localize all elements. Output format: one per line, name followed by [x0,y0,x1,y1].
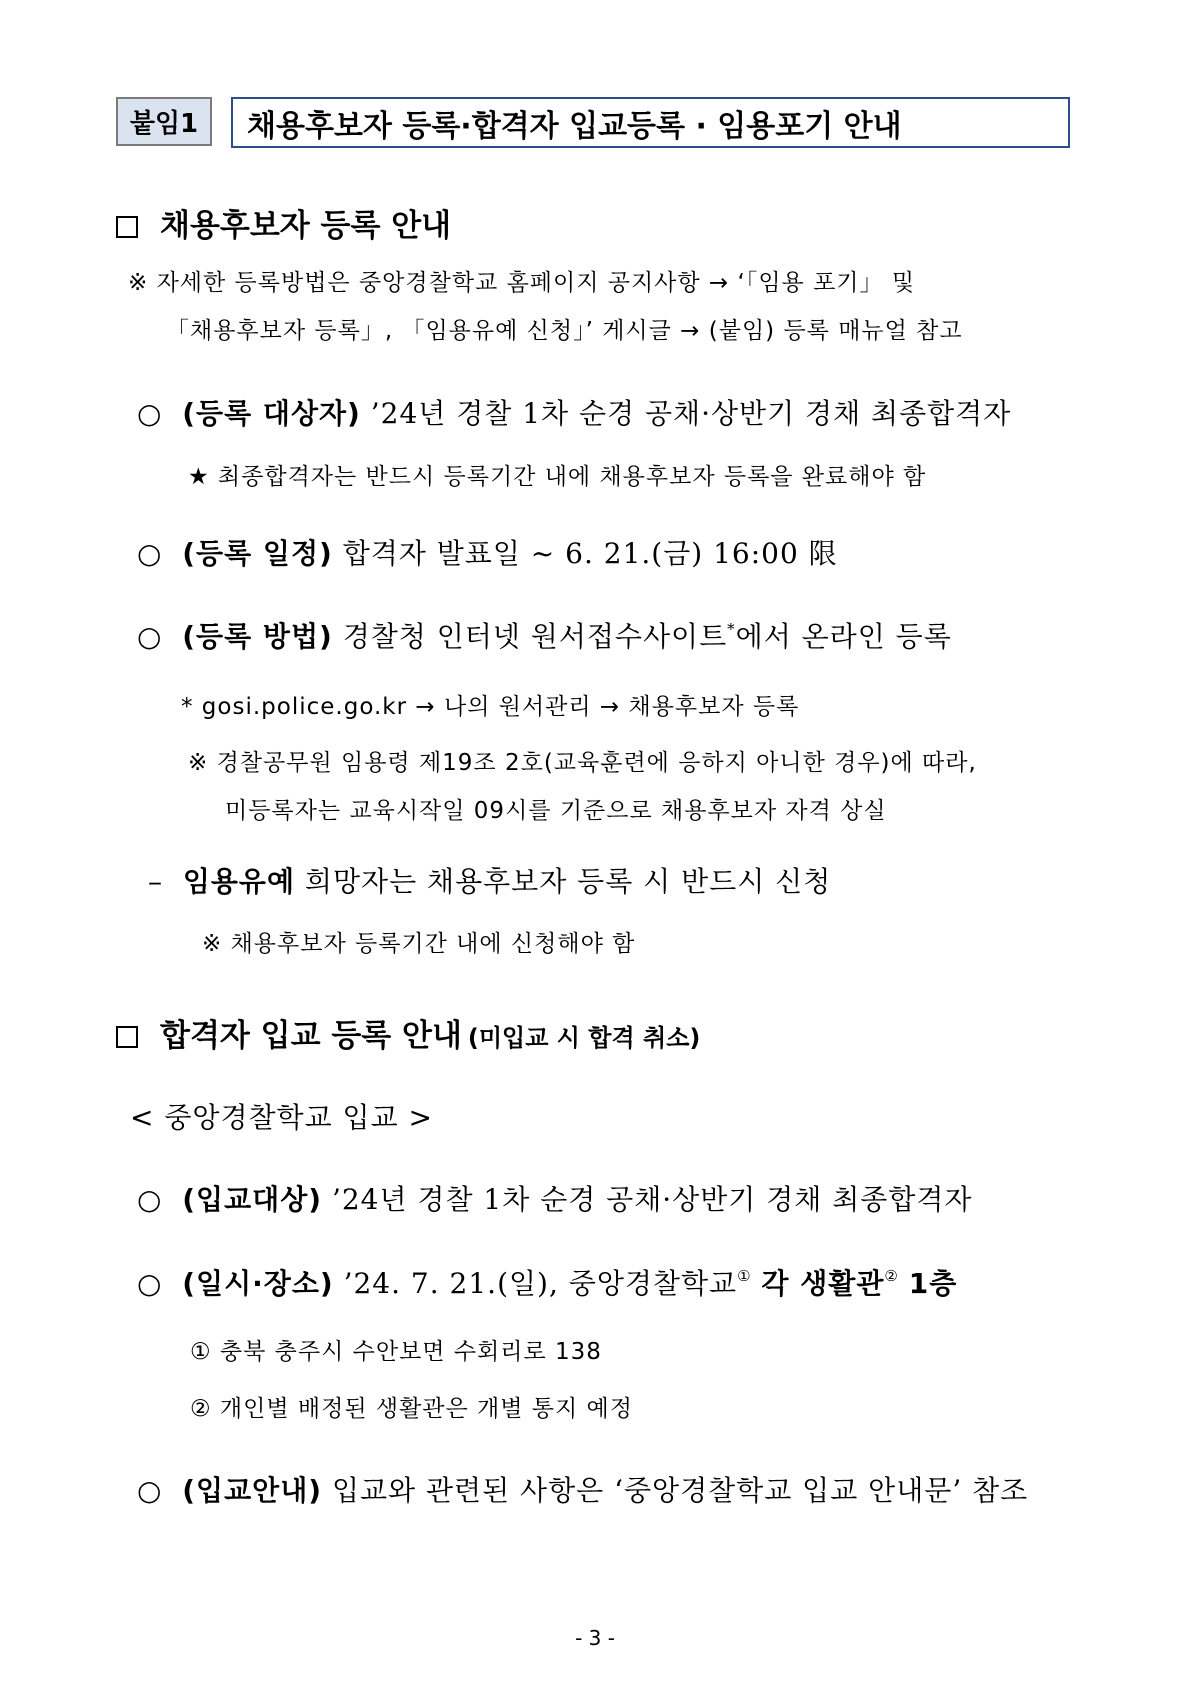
section1-note-line2: 「채용후보자 등록」, 「임용유예 신청」’ 게시글 → (붙임) 등록 매뉴얼 참고 [166,318,963,344]
section1-note-line1: ※ 자세한 등록방법은 중앙경찰학교 홈페이지 공지사항 → ‘「임용 포기」 및 [128,270,916,296]
datetime-place-text: ’24. 7. 21.(일), 중앙경찰학교 [343,1267,738,1300]
admission-target-row [137,1178,972,1218]
footnote-mark-2: ② [884,1267,899,1285]
page-number: - 3 - [575,1626,615,1650]
checkbox-square-icon [116,1026,138,1048]
admission-target-label: (입교대상) [182,1183,323,1216]
target-star-note: ★ 최종합격자는 반드시 등록기간 내에 채용후보자 등록을 완료해야 함 [188,464,927,490]
datetime-place-row [137,1262,957,1302]
bullet-circle-icon: ○ [137,1183,163,1216]
section2-subheading: < 중앙경찰학교 입교 > [130,1101,434,1134]
bullet-circle-icon: ○ [137,537,163,570]
section2-heading: 합격자 입교 등록 안내 [160,1018,462,1054]
defer-text: 희망자는 채용후보자 등록 시 반드시 신청 [304,865,832,898]
footnote-1: ① 충북 충주시 수안보면 수회리로 138 [190,1339,602,1365]
defer-row [148,860,831,900]
defer-label: 임용유예 [182,865,296,898]
admission-target-text: ’24년 경찰 1차 순경 공채·상반기 경채 최종합격자 [331,1183,973,1216]
bullet-circle-icon: ○ [137,1267,163,1300]
target-label: (등록 대상자) [182,397,361,430]
floor-text: 1층 [908,1267,958,1300]
target-text: ’24년 경찰 1차 순경 공채·상반기 경채 최종합격자 [370,397,1012,430]
bullet-circle-icon: ○ [137,1474,163,1507]
method-footnote: * gosi.police.go.kr → 나의 원서관리 → 채용후보자 등록 [181,694,800,720]
dormitory-text: 각 생활관 [761,1267,885,1300]
dash-bullet-icon: – [148,865,163,898]
schedule-label: (등록 일정) [182,537,333,570]
bullet-circle-icon: ○ [137,397,163,430]
warning-line1: ※ 경찰공무원 임용령 제19조 2호(교육훈련에 응하지 아니한 경우)에 따라, [188,750,977,776]
section1-heading-row [116,200,451,245]
method-text-tail: 에서 온라인 등록 [735,620,952,653]
warning-line2: 미등록자는 교육시작일 09시를 기준으로 채용후보자 자격 상실 [225,798,887,824]
guide-label: (입교안내) [182,1474,323,1507]
guide-text: 입교와 관련된 사항은 ‘중앙경찰학교 입교 안내문’ 참조 [331,1474,1029,1507]
footnote-2: ② 개인별 배정된 생활관은 개별 통지 예정 [190,1396,633,1422]
method-row [137,615,952,655]
attachment-tag: 붙임1 [116,97,212,146]
document-title: 채용후보자 등록·합격자 입교등록 · 임용포기 안내 [247,108,902,144]
target-row [137,392,1011,432]
method-text: 경찰청 인터넷 원서접수사이트 [342,620,728,653]
document-title-box [231,97,1070,148]
schedule-text: 합격자 발표일 ~ 6. 21.(금) 16:00 限 [342,537,838,570]
section2-heading-row [116,1010,700,1055]
schedule-row [137,532,838,572]
section2-heading-note: (미입교 시 합격 취소) [467,1024,701,1052]
defer-note: ※ 채용후보자 등록기간 내에 신청해야 함 [202,931,636,957]
method-star: * [727,620,736,638]
guide-row [137,1469,1028,1509]
bullet-circle-icon: ○ [137,620,163,653]
section1-heading: 채용후보자 등록 안내 [160,208,452,244]
datetime-place-label: (일시·장소) [182,1267,334,1300]
footnote-mark-1: ① [737,1267,752,1285]
method-label: (등록 방법) [182,620,333,653]
checkbox-square-icon [116,216,138,238]
